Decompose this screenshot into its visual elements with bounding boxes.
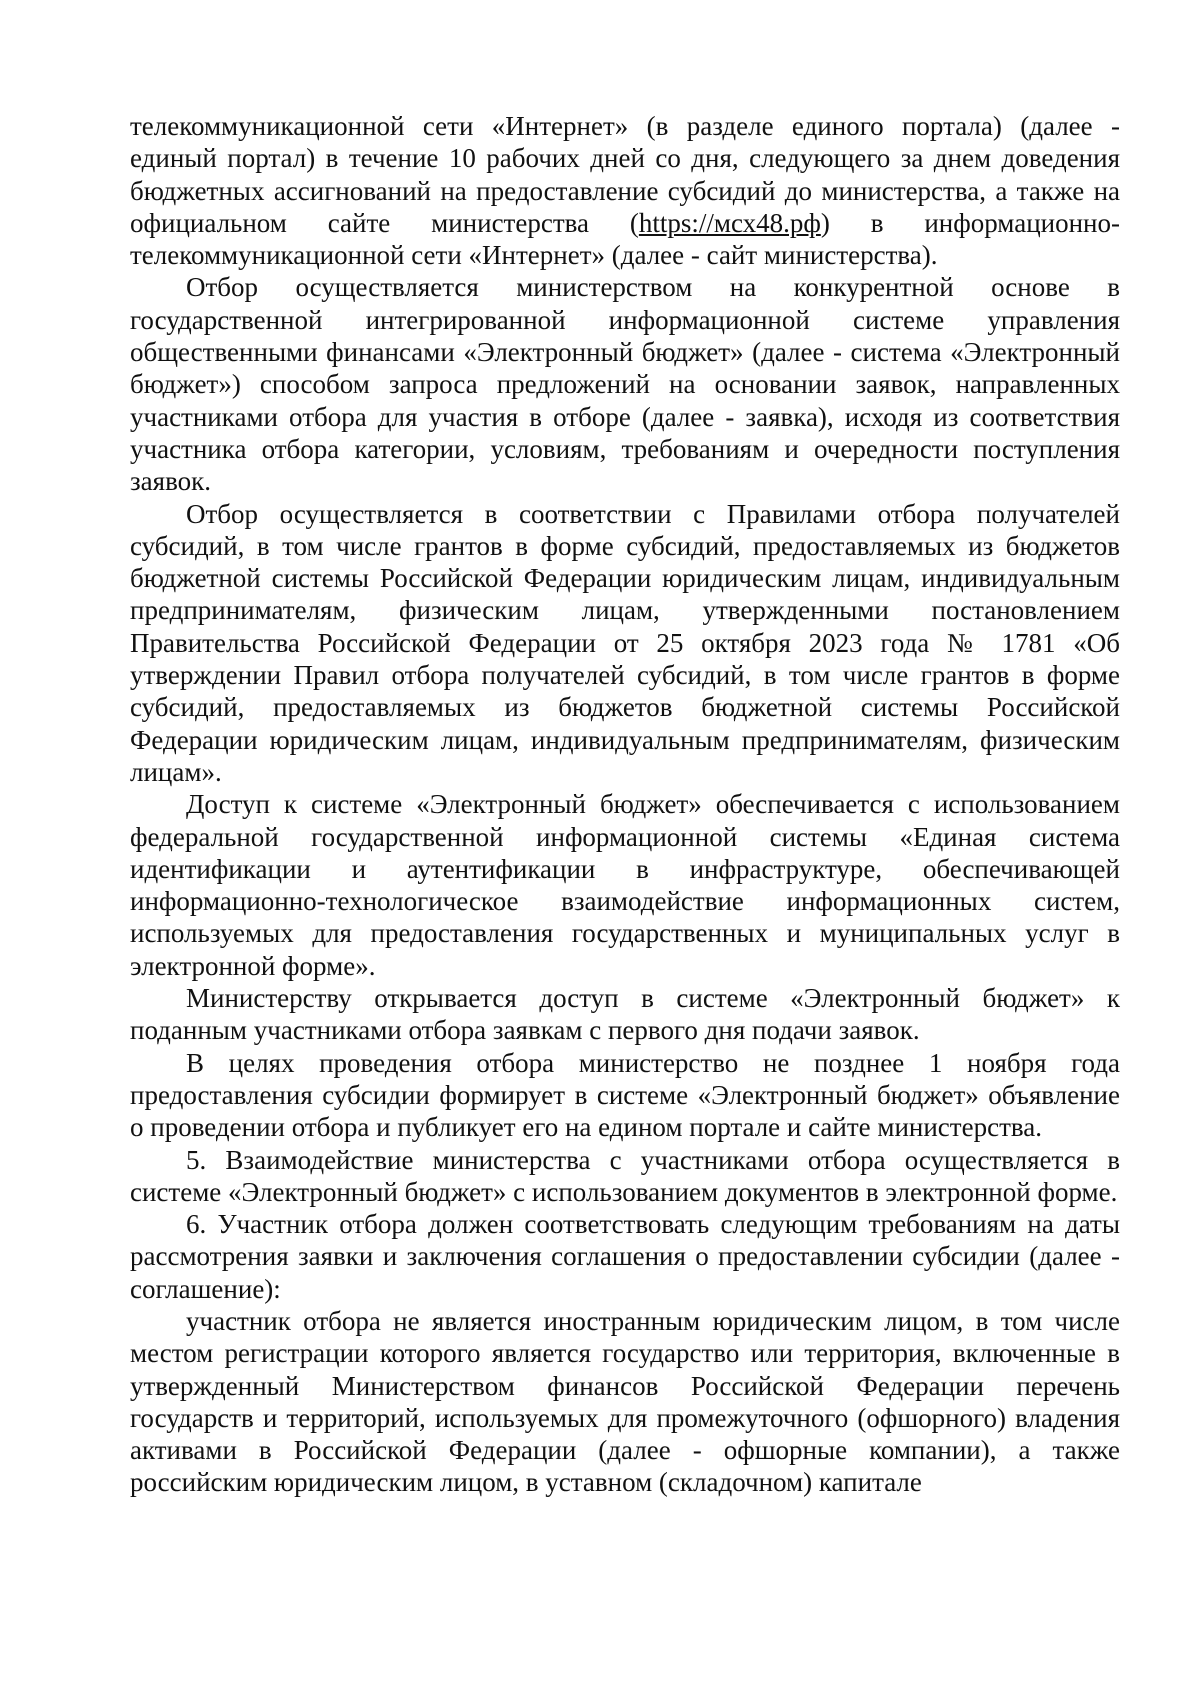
paragraph-requirement: участник отбора не является иностранным юридическим лицом, в том числе местом регистрации которого является государство или территория, включенные в утвержденный Министерством финансов Российской Федерации перечень государств и территорий, используемых для промежуточного (офшорного) владения активами в Российской Федерации (далее - офшорные компании), а также российским юридическим лицом, в уставном (складочном) капитале — [130, 1305, 1120, 1498]
paragraph-item-5: 5. Взаимодействие министерства с участниками отбора осуществляется в системе «Электронный бюджет» с использованием документов в электронной форме. — [130, 1144, 1120, 1207]
paragraph-system-access: Доступ к системе «Электронный бюджет» обеспечивается с использованием федеральной государственной информационной системы «Единая система идентификации и аутентификации в инфраструктуре, обеспечивающей информационно-технологическое взаимодействие информационных систем, используемых для предоставления государственных и муниципальных услуг в электронной форме». — [130, 789, 1120, 981]
paragraph-text: телекоммуникационной сети «Интернет» (в разделе единого портала) (далее - единый портал) в течение 10 рабочих дней со дня, следующего за днем доведения бюджетных ассигнований на предоставление субсидий до министерства, а также на официальном сайте министерства ( — [130, 111, 1120, 238]
paragraph-text: ) в информационно-телекоммуникационной сети «Интернет» (далее - сайт министерства). — [130, 207, 1120, 271]
paragraph-selection-procedure: Отбор осуществляется министерством на конкурентной основе в государственной интегрированной информационной системе управления общественными финансами «Электронный бюджет» (далее - система «Электронный бюджет») способом запроса предложений на основании заявок, направленных участниками отбора для участия в отборе (далее - заявка), исходя из соответствия участника отбора категории, условиям, требованиям и очередности поступления заявок. — [130, 272, 1120, 497]
paragraph-selection-rules: Отбор осуществляется в соответствии с Правилами отбора получателей субсидий, в том числе грантов в форме субсидий, предоставляемых из бюджетов бюджетной системы Российской Федерации юридическим лицам, индивидуальным предпринимателям, физическим лицам, утвержденными постановлением Правительства Российской Федерации от 25 октября 2023 года № 1781 «Об утверждении Правил отбора получателей субсидий, в том числе грантов в форме субсидий, предоставляемых из бюджетов бюджетной системы Российской Федерации юридическим лицам, индивидуальным предпринимателям, физическим лицам». — [130, 498, 1120, 787]
paragraph-item-6: 6. Участник отбора должен соответствовать следующим требованиям на даты рассмотрения заявки и заключения соглашения о предоставлении субсидии (далее - соглашение): — [130, 1209, 1120, 1304]
paragraph-announcement: В целях проведения отбора министерство не позднее 1 ноября года предоставления субсидии формирует в системе «Электронный бюджет» объявление о проведении отбора и публикует его на едином портале и сайте министерства. — [130, 1047, 1120, 1143]
document-page — [130, 110, 1120, 1499]
ministry-website-link[interactable]: https://мсх48.рф — [638, 207, 821, 238]
paragraph-continuation — [130, 110, 1120, 271]
paragraph-ministry-access: Министерству открывается доступ в системе «Электронный бюджет» к поданным участниками отбора заявкам с первого дня подачи заявок. — [130, 983, 1120, 1046]
